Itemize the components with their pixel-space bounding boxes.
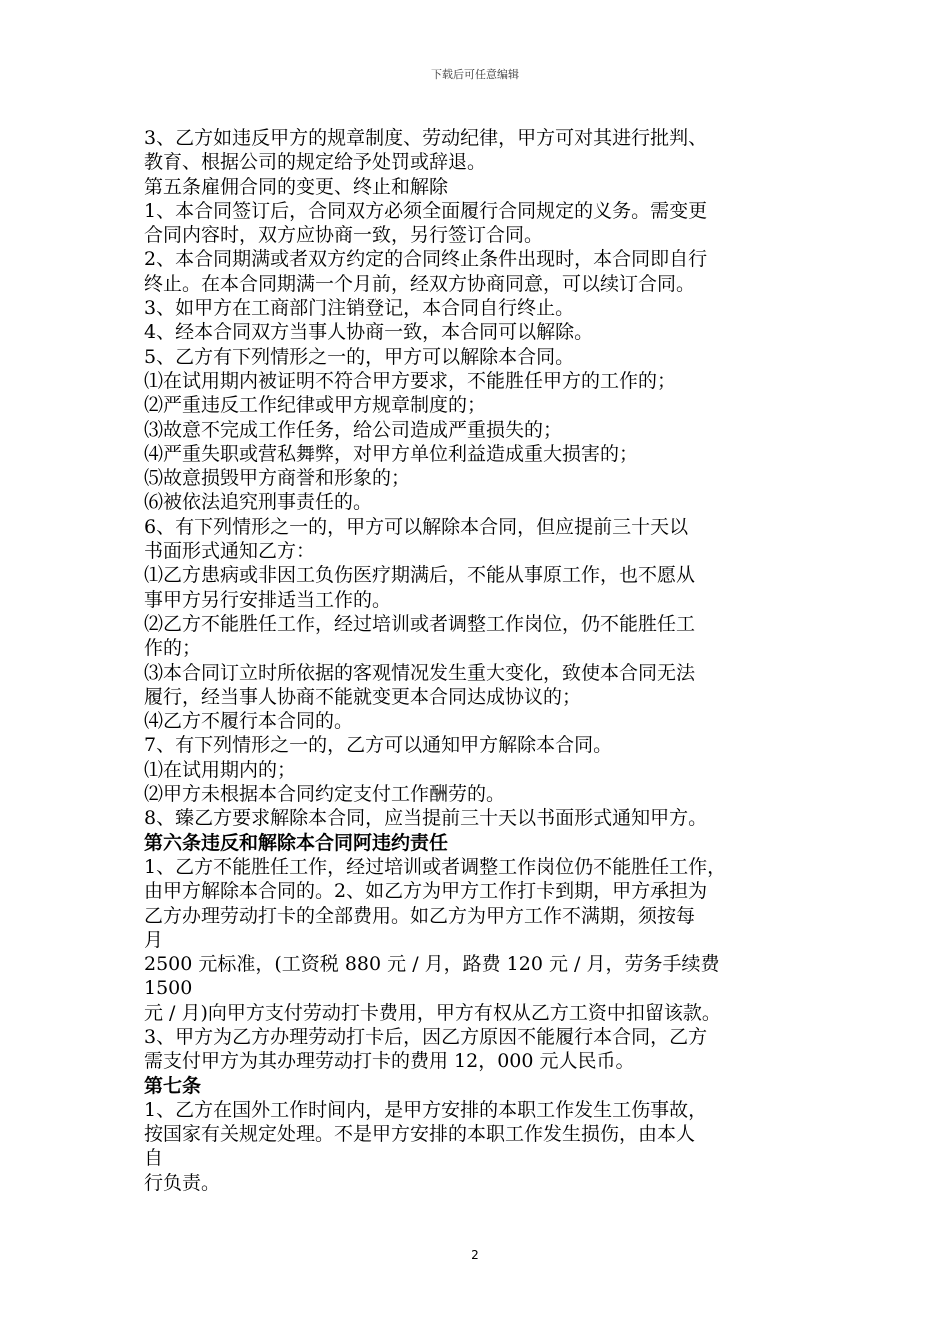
text-line: 元 / 月)向甲方支付劳动打卡费用，甲方有权从乙方工资中扣留该款。 — [144, 1001, 721, 1024]
text-line: 1、乙方在国外工作时间内，是甲方安排的本职工作发生工伤事故， — [144, 1098, 708, 1121]
page-number: 2 — [471, 1248, 479, 1262]
text-line: ⑴在试用期内被证明不符合甲方要求，不能胜任甲方的工作的； — [144, 369, 677, 392]
text-line: ⑶本合同订立时所依据的客观情况发生重大变化，致使本合同无法 — [144, 661, 696, 684]
text-line: 履行，经当事人协商不能就变更本合同达成协议的； — [144, 685, 582, 708]
text-line: 第五条雇佣合同的变更、终止和解除 — [144, 175, 449, 198]
text-line: ⑴在试用期内的； — [144, 758, 297, 781]
text-line: 终止。在本合同期满一个月前，经双方协商同意，可以续订合同。 — [144, 272, 696, 295]
text-line: 需支付甲方为其办理劳动打卡的费用 12，000 元人民币。 — [144, 1050, 635, 1073]
text-line: 6、有下列情形之一的，甲方可以解除本合同，但应提前三十天以 — [144, 515, 689, 538]
text-line: 3、甲方为乙方办理劳动打卡后，因乙方原因不能履行本合同，乙方 — [144, 1025, 708, 1048]
text-line: ⑶故意不完成工作任务，给公司造成严重损失的； — [144, 418, 563, 441]
text-line: 2、本合同期满或者双方约定的合同终止条件出现时，本合同即自行 — [144, 248, 708, 271]
text-line: 1、本合同签订后，合同双方必须全面履行合同规定的义务。需变更 — [144, 199, 708, 222]
section-heading: 第七条 — [144, 1074, 202, 1097]
text-line: ⑴乙方患病或非因工负伤医疗期满后，不能从事原工作，也不愿从 — [144, 564, 696, 587]
text-line: ⑵乙方不能胜任工作，经过培训或者调整工作岗位，仍不能胜任工 — [144, 612, 696, 635]
section-heading: 第六条违反和解除本合同阿违约责任 — [144, 831, 449, 854]
text-line: ⑵严重违反工作纪律或甲方规章制度的； — [144, 394, 487, 417]
text-line: 合同内容时，双方应协商一致，另行签订合同。 — [144, 224, 544, 247]
text-line: 书面形式通知乙方： — [144, 540, 316, 563]
page-header: 下载后可任意编辑 — [431, 68, 519, 81]
text-line: 5、乙方有下列情形之一的，甲方可以解除本合同。 — [144, 345, 575, 368]
text-line: 乙方办理劳动打卡的全部费用。如乙方为甲方工作不满期，须按每 — [144, 904, 696, 927]
text-line: 自 — [144, 1147, 164, 1170]
text-line: 事甲方另行安排适当工作的。 — [144, 588, 392, 611]
text-line: 3、乙方如违反甲方的规章制度、劳动纪律，甲方可对其进行批判、 — [144, 127, 708, 149]
text-line: 月 — [144, 928, 164, 951]
text-line: 1、乙方不能胜任工作，经过培训或者调整工作岗位仍不能胜任工作， — [144, 855, 727, 878]
text-line: ⑷乙方不履行本合同的。 — [144, 710, 354, 733]
text-line: 3、如甲方在工商部门注销登记，本合同自行终止。 — [144, 297, 575, 320]
text-line: ⑵甲方未根据本合同约定支付工作酬劳的。 — [144, 783, 506, 806]
text-line: 7、有下列情形之一的，乙方可以通知甲方解除本合同。 — [144, 734, 613, 757]
text-line: 2500 元标准，(工资税 880 元 / 月，路费 120 元 / 月，劳务手续费 — [144, 953, 720, 976]
text-line: 4、经本合同双方当事人协商一致，本合同可以解除。 — [144, 321, 594, 344]
document-body — [144, 126, 814, 1195]
text-line: ⑹被依法追究刑事责任的。 — [144, 491, 373, 514]
text-line: ⑸故意损毁甲方商誉和形象的； — [144, 467, 411, 490]
text-line: 作的； — [144, 637, 202, 660]
text-line: ⑷严重失职或营私舞弊，对甲方单位利益造成重大损害的； — [144, 442, 639, 465]
text-line: 1500 — [144, 977, 193, 1000]
text-line: 按国家有关规定处理。不是甲方安排的本职工作发生损伤，由本人 — [144, 1123, 696, 1146]
text-line: 由甲方解除本合同的。2、如乙方为甲方工作打卡到期，甲方承担为 — [144, 880, 708, 903]
text-line: 8、臻乙方要求解除本合同，应当提前三十天以书面形式通知甲方。 — [144, 807, 708, 830]
text-line: 教育、根据公司的规定给予处罚或辞退。 — [144, 151, 487, 174]
text-line: 行负责。 — [144, 1171, 221, 1194]
